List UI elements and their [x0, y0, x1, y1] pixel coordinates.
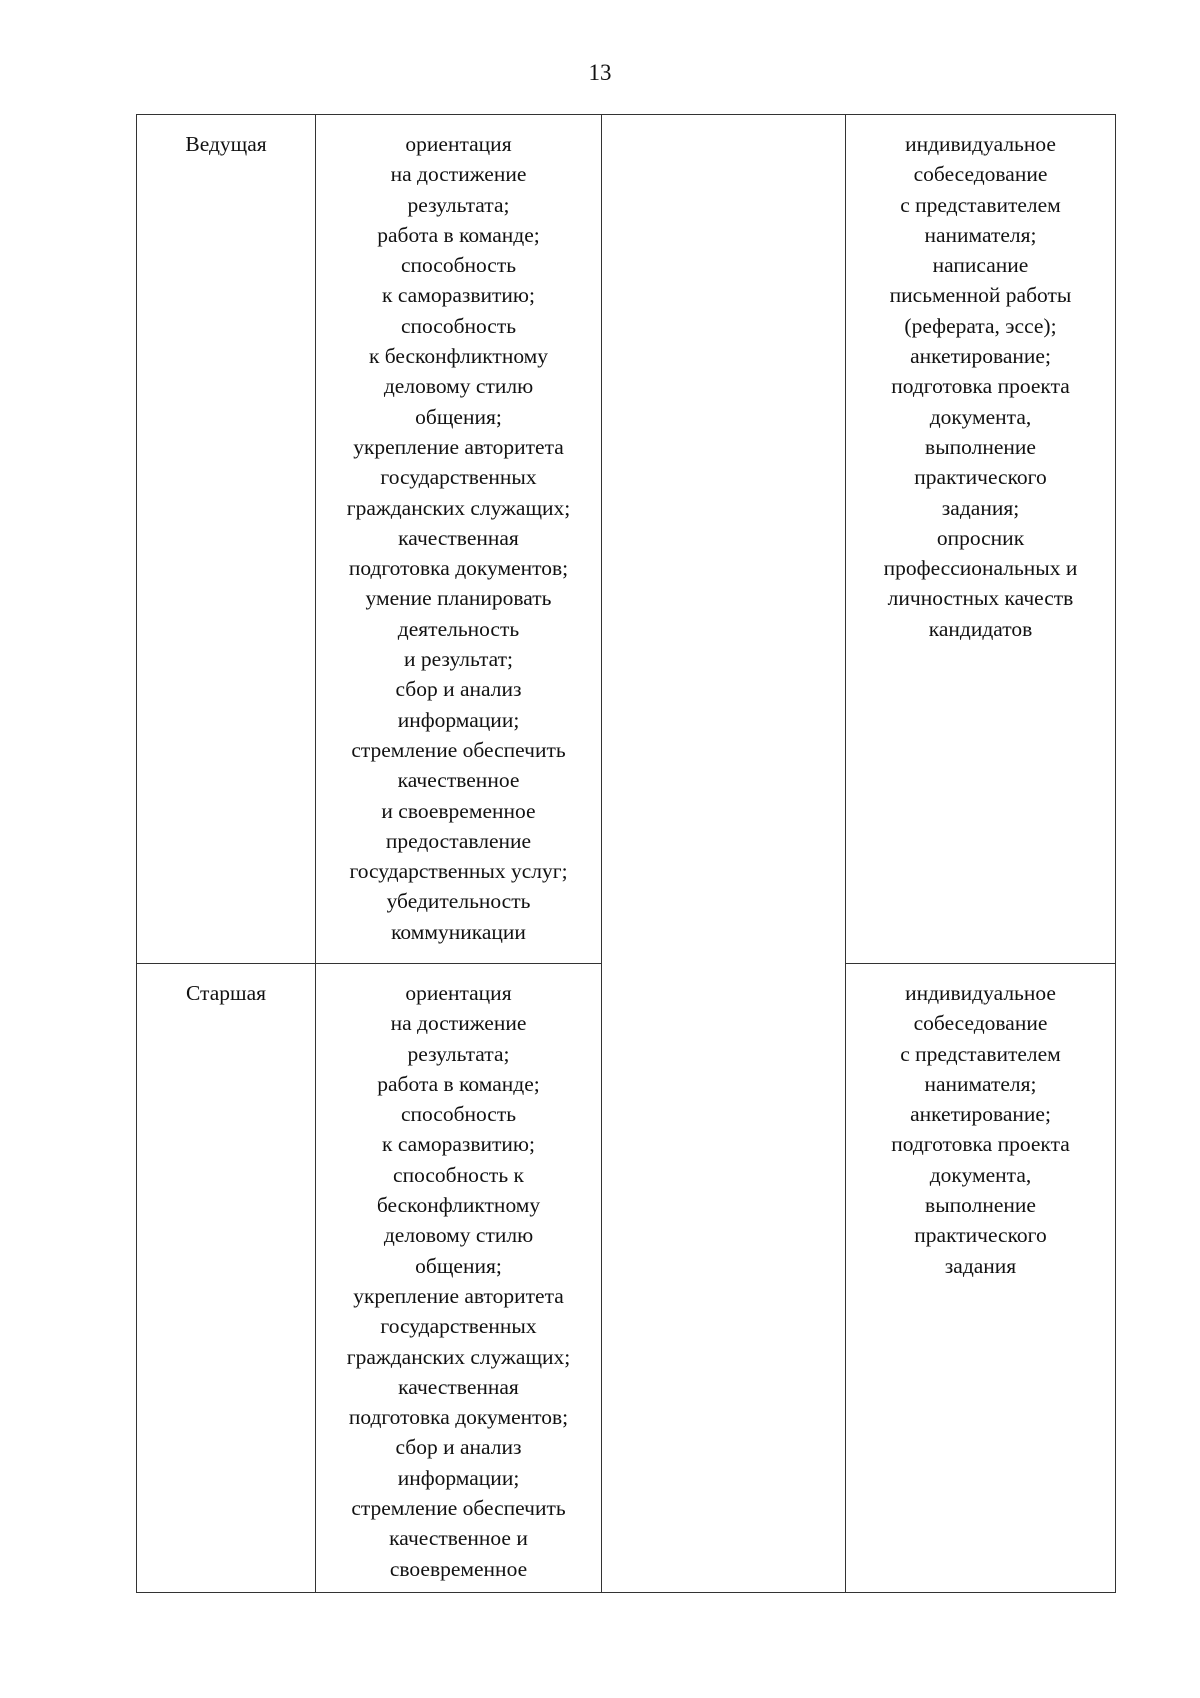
cell-text-line: гражданских служащих; — [346, 1344, 571, 1369]
cell-text-line: укрепление авторитета — [353, 434, 564, 459]
cell-text-line: способность к — [393, 1162, 524, 1187]
cell-text-line: умение планировать — [365, 586, 552, 611]
cell-text-line: собеседование — [913, 1011, 1048, 1036]
cell-text-line: задания; — [941, 495, 1020, 520]
cell-text-line: ориентация — [405, 132, 512, 156]
cell-text-line: написание — [932, 253, 1029, 278]
cell-text-line: работа в команде; — [377, 1071, 540, 1096]
cell-text-line: сбор и анализ — [395, 1435, 522, 1460]
cell-text-line: предоставление — [385, 828, 532, 853]
cell-text-line: и своевременное — [381, 798, 536, 823]
cell-text-line: способность — [400, 1102, 517, 1127]
cell-text-line: подготовка документов; — [348, 1405, 569, 1430]
qualities-cell — [316, 115, 602, 964]
cell-text-line: информации; — [397, 1465, 520, 1490]
methods-cell — [846, 964, 1116, 1593]
cell-text-line: письменной работы — [889, 283, 1072, 308]
cell-text-line: деятельность — [397, 616, 520, 641]
group-label: Ведущая — [185, 132, 267, 156]
qualities-cell — [316, 964, 602, 1593]
cell-text-line: с представителем — [900, 192, 1061, 217]
cell-text-line: опросник — [936, 525, 1025, 550]
cell-text-line: стремление обеспечить — [351, 737, 566, 762]
methods-cell — [846, 115, 1116, 964]
cell-text-line: деловому стилю — [383, 374, 534, 399]
cell-text-line: и результат; — [403, 647, 513, 672]
cell-text-line: к саморазвитию; — [382, 1132, 535, 1157]
table-row — [137, 115, 1116, 964]
cell-text-line: профессиональных и — [883, 556, 1078, 581]
cell-text-line: подготовка проекта — [891, 1132, 1070, 1157]
cell-text-line: результата; — [407, 192, 510, 217]
cell-text-line: результата; — [407, 1041, 510, 1066]
cell-text-line: нанимателя; — [924, 222, 1037, 247]
cell-text-line: кандидатов — [928, 616, 1033, 641]
cell-text-line: гражданских служащих; — [346, 495, 571, 520]
cell-text-line: государственных — [380, 465, 537, 490]
cell-text-line: информации; — [397, 707, 520, 732]
cell-text-line: выполнение — [925, 434, 1036, 459]
cell-text-line: к бесконфликтному — [368, 344, 549, 369]
cell-text-line: практического — [914, 465, 1047, 490]
cell-text-line: качественная — [398, 525, 519, 550]
cell-text-line: анкетирование; — [910, 1102, 1051, 1127]
cell-text-line: индивидуальное — [905, 132, 1056, 156]
cell-text-line: подготовка проекта — [891, 374, 1070, 399]
cell-text-line: убедительность — [386, 889, 531, 914]
cell-text-line: общения; — [415, 404, 502, 429]
cell-text-line: на достижение — [390, 1011, 527, 1036]
group-cell — [137, 115, 316, 964]
group-label: Старшая — [186, 981, 266, 1005]
cell-text-line: практического — [914, 1223, 1047, 1248]
cell-text-line: выполнение — [925, 1193, 1036, 1218]
cell-text-line: документа, — [929, 404, 1032, 429]
cell-text-line: сбор и анализ — [395, 677, 522, 702]
cell-text-line: коммуникации — [391, 919, 526, 944]
qualification-table — [136, 114, 1116, 1593]
cell-text-line: подготовка документов; — [348, 556, 569, 581]
cell-text-line: документа, — [929, 1162, 1032, 1187]
cell-text-line: собеседование — [913, 162, 1048, 187]
cell-text-line: на достижение — [390, 162, 527, 187]
cell-text-line: укрепление авторитета — [353, 1283, 564, 1308]
page-number: 13 — [588, 60, 612, 85]
cell-text-line: деловому стилю — [383, 1223, 534, 1248]
cell-text-line: качественное и — [389, 1526, 528, 1551]
cell-text-line: государственных услуг; — [349, 859, 568, 884]
cell-text-line: индивидуальное — [905, 981, 1056, 1005]
cell-text-line: (реферата, эссе); — [904, 313, 1057, 338]
cell-text-line: нанимателя; — [924, 1071, 1037, 1096]
empty-cell — [602, 115, 846, 1593]
cell-text-line: работа в команде; — [377, 222, 540, 247]
cell-text-line: способность — [400, 313, 517, 338]
group-cell — [137, 964, 316, 1593]
cell-text-line: анкетирование; — [910, 344, 1051, 369]
cell-text-line: государственных — [380, 1314, 537, 1339]
cell-text-line: общения; — [415, 1253, 502, 1278]
cell-text-line: стремление обеспечить — [351, 1496, 566, 1521]
cell-text-line: задания — [944, 1253, 1017, 1278]
cell-text-line: своевременное — [389, 1556, 528, 1581]
cell-text-line: бесконфликтному — [376, 1193, 541, 1218]
cell-text-line: с представителем — [900, 1041, 1061, 1066]
cell-text-line: качественное — [397, 768, 520, 793]
cell-text-line: качественная — [398, 1374, 519, 1399]
cell-text-line: ориентация — [405, 981, 512, 1005]
cell-text-line: к саморазвитию; — [382, 283, 535, 308]
cell-text-line: личностных качеств — [887, 586, 1074, 611]
cell-text-line: способность — [400, 253, 517, 278]
